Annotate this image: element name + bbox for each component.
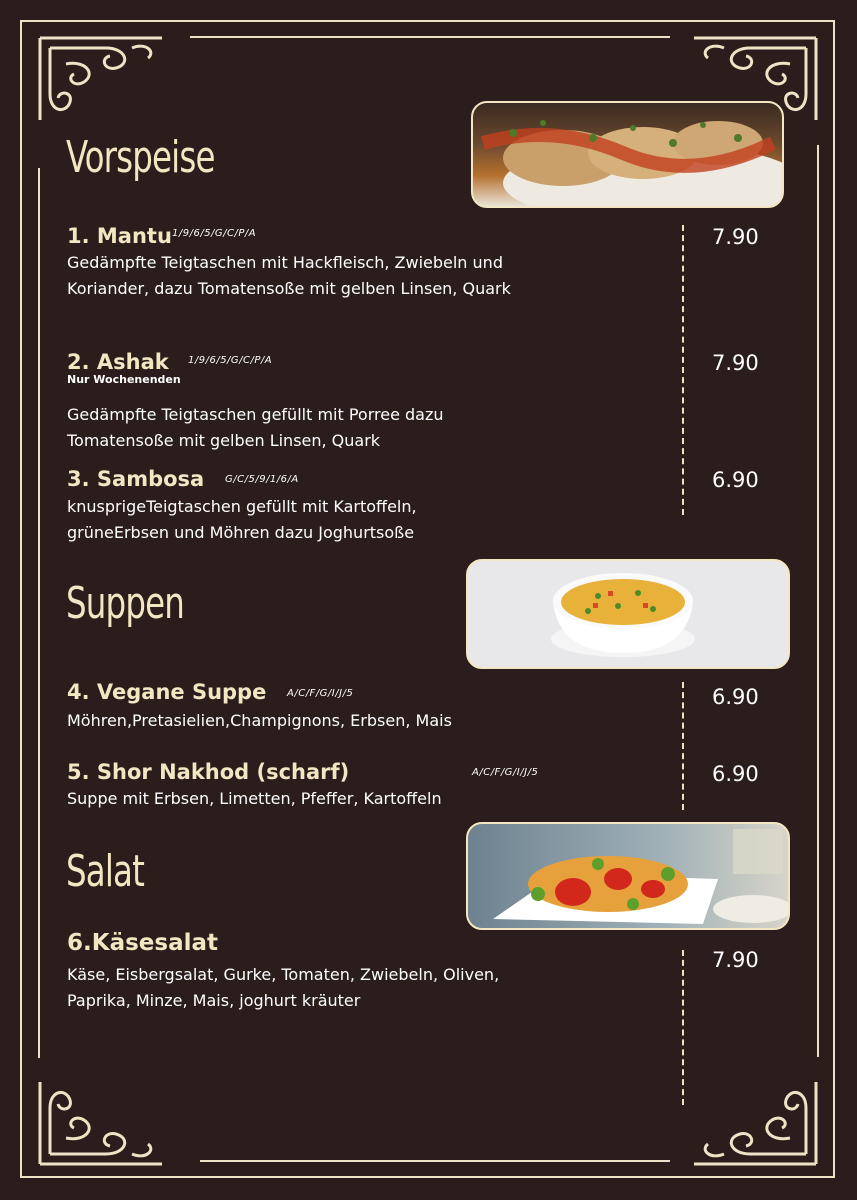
allergen-codes: A/C/F/G/I/J/5: [287, 688, 354, 699]
item-description: [67, 708, 587, 734]
description-line: Möhren,Pretasielien,Champignons, Erbsen, Mais: [67, 711, 452, 730]
item-price: 6.90: [712, 468, 759, 492]
description-line: Suppe mit Erbsen, Limetten, Pfeffer, Kartoffeln: [67, 789, 442, 808]
item-price: 7.90: [712, 351, 759, 375]
item-name-sambosa: 3. Sambosa: [67, 467, 205, 491]
allergen-codes: G/C/5/9/1/6/A: [225, 474, 299, 485]
price-separator: [682, 950, 684, 1105]
item-price: 7.90: [712, 948, 759, 972]
description-line: Gedämpfte Teigtaschen mit Hackfleisch, Zwiebeln und: [67, 253, 503, 272]
salad-photo: [466, 822, 790, 930]
frame-top-line: [190, 36, 670, 38]
description-line: Koriander, dazu Tomatensoße mit gelben Linsen, Quark: [67, 279, 511, 298]
item-price: 6.90: [712, 685, 759, 709]
item-description: [67, 494, 587, 546]
section-title-suppen: Suppen: [66, 578, 185, 629]
mantu-photo: [471, 101, 784, 208]
item-note: Nur Wochenenden: [67, 373, 181, 386]
frame-bottom-line: [200, 1160, 670, 1162]
frame-right-line: [817, 145, 819, 1057]
section-title-vorspeise: Vorspeise: [66, 132, 215, 183]
price-separator: [682, 225, 684, 515]
item-name-mantu: 1. Mantu: [67, 224, 172, 248]
allergen-codes: 1/9/6/5/G/C/P/A: [188, 355, 273, 366]
ornament-corner-icon: [36, 1078, 166, 1168]
ornament-corner-icon: [690, 1078, 820, 1168]
description-line: grüneErbsen und Möhren dazu Joghurtsoße: [67, 523, 415, 542]
section-title-salat: Salat: [66, 846, 145, 897]
soup-photo: [466, 559, 790, 669]
allergen-codes: 1/9/6/5/G/C/P/A: [172, 228, 257, 239]
item-description: [67, 250, 587, 302]
item-name-vegane-suppe: 4. Vegane Suppe: [67, 680, 267, 704]
item-price: 7.90: [712, 225, 759, 249]
description-line: knusprigeTeigtaschen gefüllt mit Kartoffeln,: [67, 497, 417, 516]
item-description: [67, 962, 587, 1014]
description-line: Gedämpfte Teigtaschen gefüllt mit Porree dazu: [67, 405, 444, 424]
item-description: [67, 786, 587, 812]
item-name-shor-nakhod: 5. Shor Nakhod (scharf): [67, 760, 350, 784]
description-line: Tomatensoße mit gelben Linsen, Quark: [67, 431, 381, 450]
ornament-corner-icon: [36, 34, 166, 124]
description-line: Paprika, Minze, Mais, joghurt kräuter: [67, 991, 361, 1010]
item-name-kaesesalat: 6.Käsesalat: [67, 930, 218, 956]
allergen-codes: A/C/F/G/I/J/5: [472, 767, 539, 778]
frame-left-line: [38, 168, 40, 1058]
item-name-ashak: 2. Ashak: [67, 350, 169, 374]
description-line: Käse, Eisbergsalat, Gurke, Tomaten, Zwiebeln, Oliven,: [67, 965, 500, 984]
item-description: [67, 402, 587, 454]
item-price: 6.90: [712, 762, 759, 786]
price-separator: [682, 682, 684, 810]
